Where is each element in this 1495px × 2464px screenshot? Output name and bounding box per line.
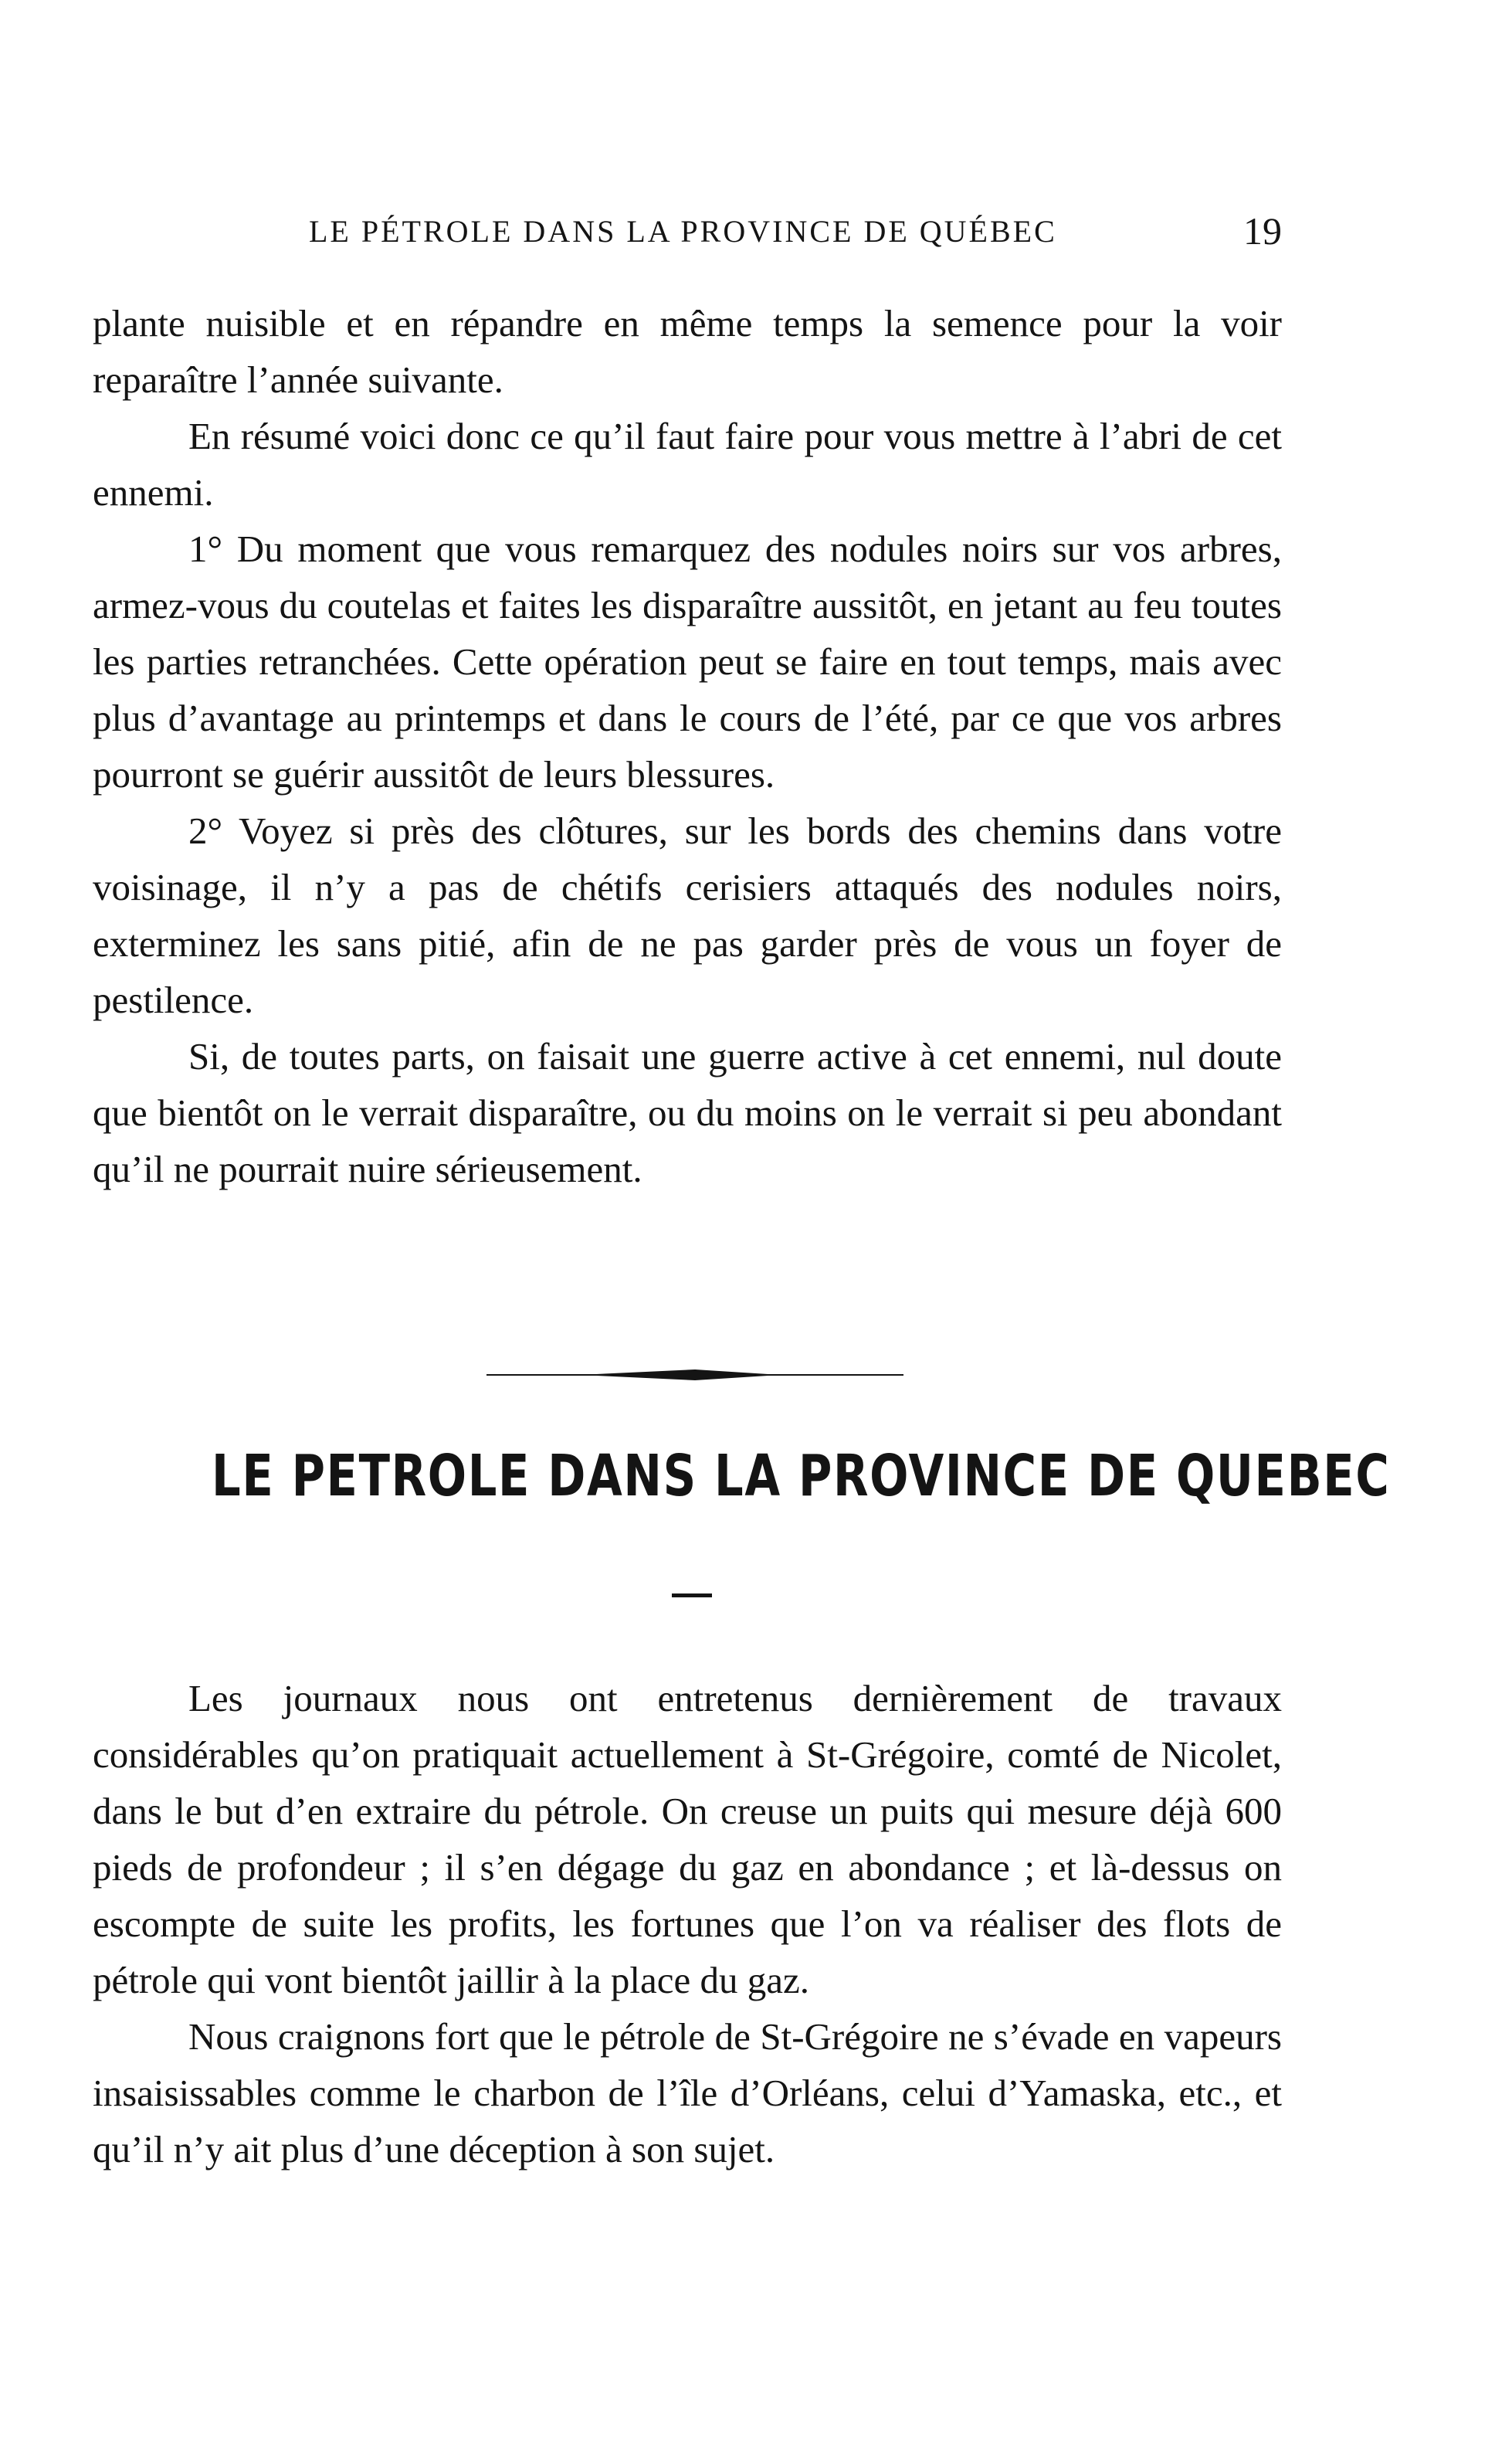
paragraph-continuation: plante nuisible et en répandre en même temps la semence pour la voir reparaître l’année suivante.	[93, 302, 1282, 401]
article-paragraph-1: Les journaux nous ont entretenus dernièrement de travaux considérables qu’on pratiquait actuellement à St-Grégoire, comté de Nicolet, dans le but d’en extraire du pétrole. On creuse un puits qui mesure déjà 600 pieds de profondeur ; il s’en dégage du gaz en abondance ; et là-dessus on escompte de suite les profits, les fortunes que l’on va réaliser des flots de pétrole qui vont bientôt jaillir à la place du gaz.	[93, 1677, 1282, 2001]
section-divider-ornament	[486, 1367, 903, 1383]
paragraph-step-1: 1° Du moment que vous remarquez des nodules noirs sur vos arbres, armez-vous du coutelas et faites les disparaître aussitôt, en jetant au feu toutes les parties retranchées. Cette opération peut se faire en tout temps, mais avec plus d’avantage au printemps et dans le cours de l’été, par ce que vos arbres pourront se guérir aussitôt de leurs blessures.	[93, 528, 1282, 796]
running-title: LE PÉTROLE DANS LA PROVINCE DE QUÉBEC	[309, 214, 1057, 249]
article-paragraph-2: Nous craignons fort que le pétrole de St-Grégoire ne s’évade en vapeurs insaisissables comme le charbon de l’île d’Orléans, celui d’Yamaska, etc., et qu’il n’y ait plus d’une déception à son sujet.	[93, 2015, 1282, 2170]
page-number: 19	[1243, 209, 1282, 253]
paragraph-conclusion: Si, de toutes parts, on faisait une guerre active à cet ennemi, nul doute que bientôt on le verrait disparaître, ou du moins on le verrait si peu abondant qu’il ne pourrait nuire sérieusement.	[93, 1035, 1282, 1190]
article-title: LE PETROLE DANS LA PROVINCE DE QUEBEC	[212, 1443, 1391, 1509]
running-head	[93, 209, 1282, 263]
article-body	[93, 1670, 1282, 2177]
paragraph-summary: En résumé voici donc ce qu’il faut faire pour vous mettre à l’abri de cet ennemi.	[93, 415, 1282, 514]
previous-article-continuation	[93, 295, 1282, 1197]
title-dash	[672, 1593, 712, 1597]
paragraph-step-2: 2° Voyez si près des clôtures, sur les bords des chemins dans votre voisinage, il n’y a pas de chétifs cerisiers attaqués des nodules noirs, exterminez les sans pitié, afin de ne pas garder près de vous un foyer de pestilence.	[93, 809, 1282, 1021]
